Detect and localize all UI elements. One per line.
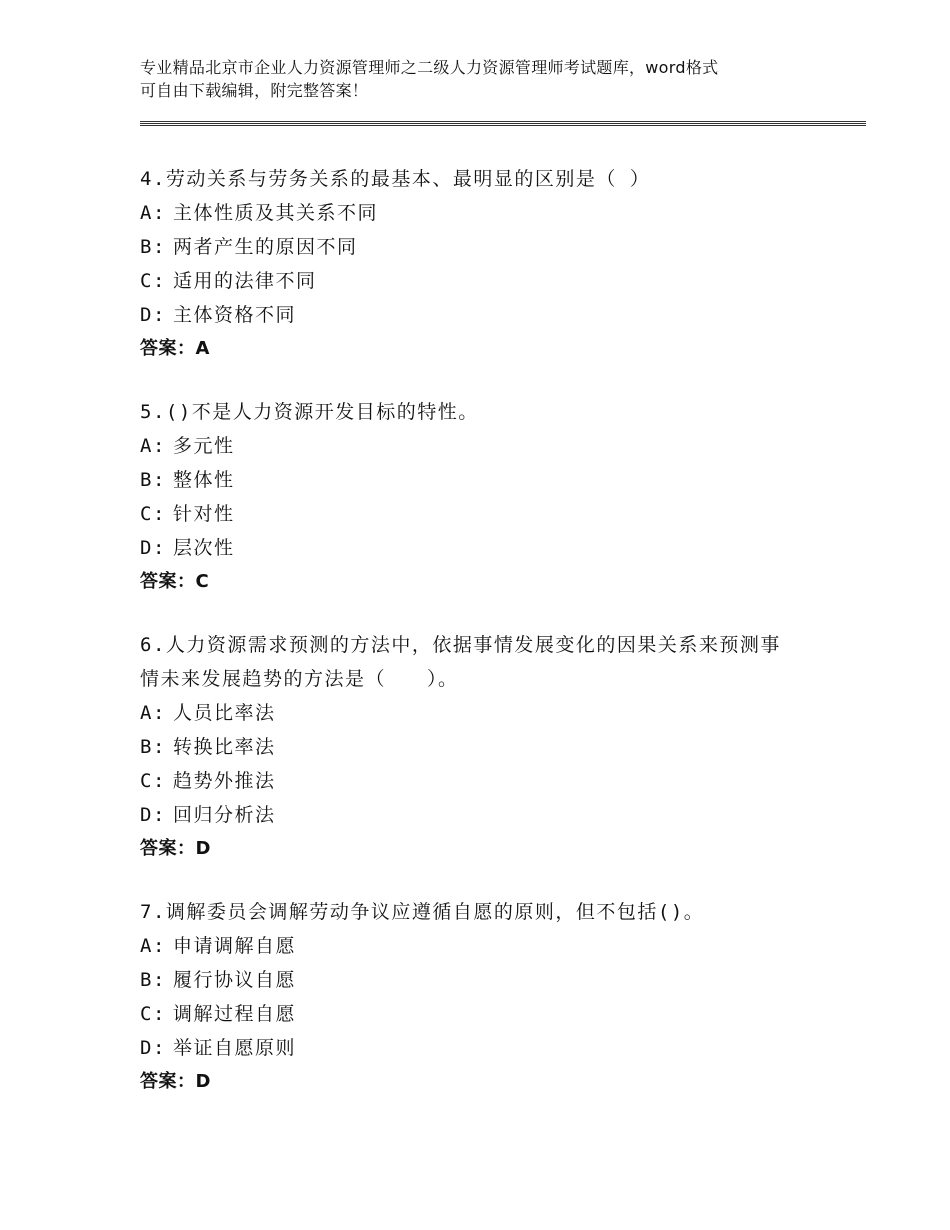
option-b	[140, 463, 840, 497]
option-text: 趋势外推法	[173, 770, 276, 792]
question-7	[140, 895, 840, 1099]
option-key: A:	[140, 202, 166, 224]
option-key: D:	[140, 537, 166, 559]
option-key: C:	[140, 270, 166, 292]
option-c	[140, 997, 840, 1031]
option-text: 举证自愿原则	[173, 1037, 297, 1059]
option-b	[140, 230, 840, 264]
option-text: 履行协议自愿	[173, 969, 297, 991]
option-text: 两者产生的原因不同	[173, 236, 358, 258]
option-text: 回归分析法	[173, 804, 276, 826]
question-6	[140, 628, 840, 866]
option-text: 层次性	[173, 537, 235, 559]
header-title-line-1: 专业精品北京市企业人力资源管理师之二级人力资源管理师考试题库，word格式	[140, 58, 719, 77]
question-4	[140, 162, 840, 366]
header-divider	[140, 121, 866, 126]
option-text: 调解过程自愿	[173, 1003, 297, 1025]
option-d	[140, 1031, 840, 1065]
answer-label: 答案：C	[140, 571, 210, 592]
option-key: D:	[140, 304, 166, 326]
question-5	[140, 395, 840, 599]
option-b	[140, 730, 840, 764]
option-a	[140, 929, 840, 963]
option-text: 主体资格不同	[173, 304, 297, 326]
option-c	[140, 264, 840, 298]
option-b	[140, 963, 840, 997]
question-stem: 5.()不是人力资源开发目标的特性。	[140, 401, 479, 423]
option-a	[140, 696, 840, 730]
option-c	[140, 497, 840, 531]
option-key: D:	[140, 1037, 166, 1059]
option-key: A:	[140, 702, 166, 724]
option-key: C:	[140, 1003, 166, 1025]
option-text: 多元性	[173, 435, 235, 457]
option-a	[140, 429, 840, 463]
document-header	[140, 56, 840, 102]
question-stem: 6.人力资源需求预测的方法中，依据事情发展变化的因果关系来预测事情未来发展趋势的方法是（ ）。	[140, 634, 781, 690]
option-text: 主体性质及其关系不同	[173, 202, 379, 224]
answer-label: 答案：D	[140, 1071, 211, 1092]
option-key: C:	[140, 503, 166, 525]
option-text: 适用的法律不同	[173, 270, 317, 292]
question-stem: 7.调解委员会调解劳动争议应遵循自愿的原则，但不包括()。	[140, 901, 705, 923]
option-key: A:	[140, 435, 166, 457]
question-stem: 4.劳动关系与劳务关系的最基本、最明显的区别是（ ）	[140, 168, 651, 190]
option-d	[140, 531, 840, 565]
option-a	[140, 196, 840, 230]
option-text: 转换比率法	[173, 736, 276, 758]
answer-label: 答案：A	[140, 338, 210, 359]
option-key: A:	[140, 935, 166, 957]
option-text: 申请调解自愿	[173, 935, 297, 957]
option-text: 针对性	[173, 503, 235, 525]
header-title-line-2: 可自由下载编辑，附完整答案！	[140, 81, 369, 100]
option-d	[140, 798, 840, 832]
option-c	[140, 764, 840, 798]
option-text: 人员比率法	[173, 702, 276, 724]
option-key: B:	[140, 736, 166, 758]
option-text: 整体性	[173, 469, 235, 491]
question-list	[140, 162, 840, 1128]
option-d	[140, 298, 840, 332]
option-key: B:	[140, 236, 166, 258]
option-key: B:	[140, 969, 166, 991]
option-key: C:	[140, 770, 166, 792]
answer-label: 答案：D	[140, 838, 211, 859]
option-key: D:	[140, 804, 166, 826]
option-key: B:	[140, 469, 166, 491]
